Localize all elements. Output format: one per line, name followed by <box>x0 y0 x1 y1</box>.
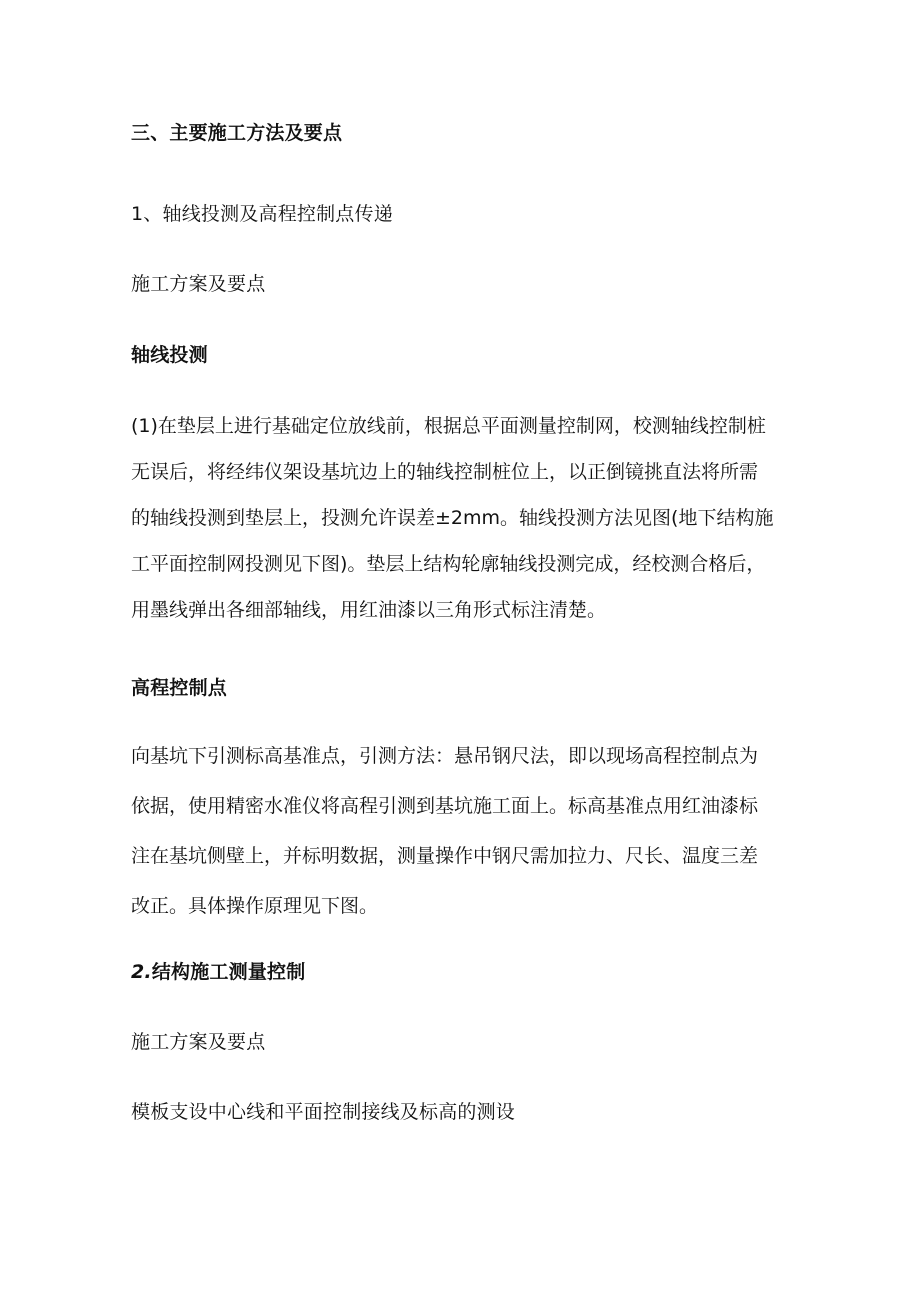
subsection-title: 结构施工测量控制 <box>151 961 306 983</box>
paragraph-line: 改正。具体操作原理见下图。 <box>131 895 379 917</box>
axis-survey-heading: 轴线投测 <box>131 344 208 366</box>
paragraph-line: (1)在垫层上进行基础定位放线前，根据总平面测量控制网，校测轴线控制桩 <box>131 415 766 437</box>
section-title: 三、主要施工方法及要点 <box>131 122 343 144</box>
subsection-heading-axis-elevation: 1、轴线投测及高程控制点传递 <box>131 203 393 225</box>
axis-survey-paragraph <box>131 414 803 622</box>
subsection-heading-structure-survey <box>131 960 305 984</box>
paragraph-line: 用墨线弹出各细部轴线，用红油漆以三角形式标注清楚。 <box>131 599 607 621</box>
paragraph-line: 依据，使用精密水准仪将高程引测到基坑施工面上。标高基准点用红油漆标 <box>131 795 759 817</box>
paragraph-line: 无误后，将经纬仪架设基坑边上的轴线控制桩位上，以正倒镜挑直法将所需 <box>131 461 759 483</box>
paragraph-line: 向基坑下引测标高基准点，引测方法：悬吊钢尺法，即以现场高程控制点为 <box>131 745 759 767</box>
subsection-number: 2. <box>131 961 152 983</box>
elevation-control-heading: 高程控制点 <box>131 677 228 699</box>
scheme-heading-1: 施工方案及要点 <box>131 273 266 295</box>
template-setting-line: 模板支设中心线和平面控制接线及标高的测设 <box>131 1101 516 1123</box>
paragraph-line: 工平面控制网投测见下图)。垫层上结构轮廓轴线投测完成，经校测合格后， <box>131 553 766 575</box>
paragraph-line: 的轴线投测到垫层上，投测允许误差±2mm。轴线投测方法见图(地下结构施 <box>131 507 774 529</box>
elevation-control-paragraph <box>131 744 803 918</box>
paragraph-line: 注在基坑侧壁上，并标明数据，测量操作中钢尺需加拉力、尺长、温度三差 <box>131 845 759 867</box>
scheme-heading-2: 施工方案及要点 <box>131 1031 266 1053</box>
